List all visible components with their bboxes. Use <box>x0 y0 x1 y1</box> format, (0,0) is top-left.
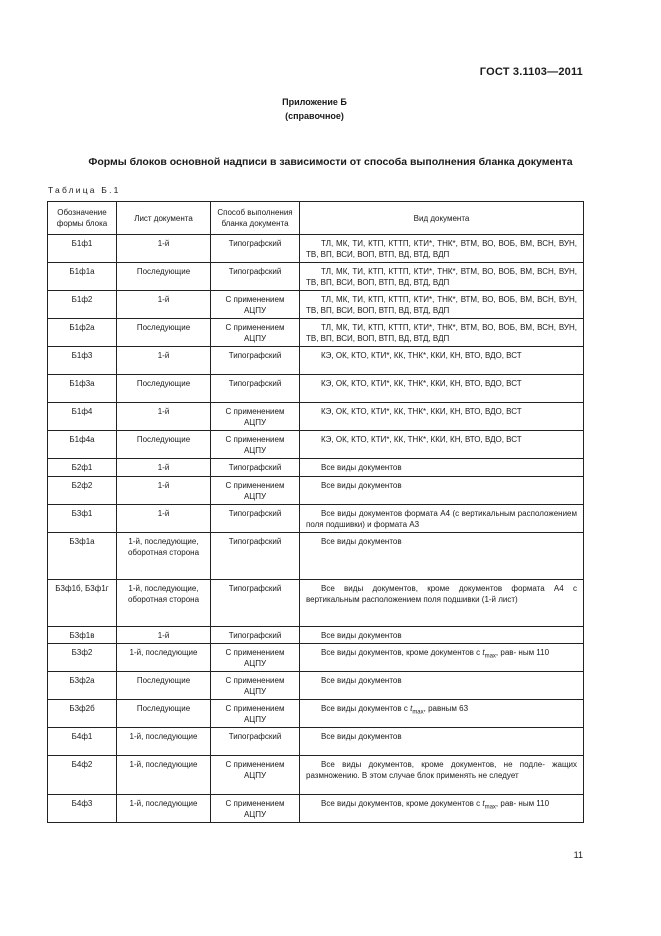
tmax-symbol <box>482 648 496 660</box>
cell-doc-type <box>300 375 584 403</box>
cell-form: Б1ф3а <box>48 375 117 403</box>
cell-doc-type <box>300 580 584 627</box>
cell-form: Б1ф4а <box>48 431 117 459</box>
col-header-sheet: Лист документа <box>117 202 211 235</box>
annex-subtitle: (справочное) <box>285 111 344 121</box>
cell-doc-type <box>300 319 584 347</box>
cell-method: Типографский <box>211 347 300 375</box>
cell-method: Типографский <box>211 235 300 263</box>
tmax-base: t <box>410 704 413 713</box>
annex-heading <box>0 95 661 123</box>
doc-type-text: Все виды документов <box>321 463 402 472</box>
tmax-base: t <box>482 648 485 657</box>
cell-sheet: 1-й, последующие <box>117 795 211 823</box>
cell-method: С применением АЦПУ <box>211 477 300 505</box>
cell-form: Б3ф2б <box>48 700 117 728</box>
table-body <box>48 235 584 823</box>
table-row <box>48 235 584 263</box>
table-row <box>48 728 584 756</box>
doc-type-text: Все виды документов с <box>321 704 411 713</box>
cell-sheet: Последующие <box>117 375 211 403</box>
cell-method: С применением АЦПУ <box>211 431 300 459</box>
table-row <box>48 477 584 505</box>
cell-doc-type <box>300 347 584 375</box>
cell-doc-type <box>300 672 584 700</box>
cell-doc-type <box>300 291 584 319</box>
doc-type-text: КЭ, ОК, КТО, КТИ*, КК, ТНК*, ККИ, КН, ВТО, ВДО, ВСТ <box>321 407 522 416</box>
table-row <box>48 459 584 477</box>
table-row <box>48 700 584 728</box>
doc-type-text: Все виды документов <box>321 481 402 490</box>
table-row <box>48 505 584 533</box>
cell-sheet: 1-й <box>117 477 211 505</box>
cell-doc-type <box>300 263 584 291</box>
doc-type-text: , рав- ным 110 <box>495 799 550 808</box>
cell-doc-type <box>300 459 584 477</box>
table-row <box>48 580 584 627</box>
cell-method: Типографский <box>211 375 300 403</box>
cell-form: Б4ф1 <box>48 728 117 756</box>
doc-type-text: Все виды документов формата А4 (с вертикальным расположением поля подшивки) и формата А3 <box>306 509 577 529</box>
cell-sheet: Последующие <box>117 700 211 728</box>
cell-sheet: 1-й, последующие <box>117 644 211 672</box>
cell-form: Б1ф3 <box>48 347 117 375</box>
tmax-sub: max <box>484 804 496 811</box>
cell-form: Б4ф2 <box>48 756 117 795</box>
cell-sheet: 1-й <box>117 505 211 533</box>
cell-sheet: 1-й <box>117 459 211 477</box>
col-header-doc-type: Вид документа <box>300 202 584 235</box>
cell-sheet: 1-й, последующие, оборотная сторона <box>117 580 211 627</box>
cell-sheet: 1-й <box>117 347 211 375</box>
table-row <box>48 263 584 291</box>
cell-form: Б3ф2 <box>48 644 117 672</box>
cell-doc-type <box>300 728 584 756</box>
cell-sheet: 1-й, последующие <box>117 756 211 795</box>
doc-type-text: ТЛ, МК, ТИ, КТП, КТТП, КТИ*, ТНК*, ВТМ, ВО, ВОБ, ВМ, ВСН, ВУН, ТВ, ВП, ВСИ, ВОП, ВТП, ВД, ВТД, ВДП <box>306 267 577 287</box>
cell-method: С применением АЦПУ <box>211 700 300 728</box>
cell-form: Б1ф2а <box>48 319 117 347</box>
cell-method: Типографский <box>211 580 300 627</box>
cell-method: Типографский <box>211 627 300 644</box>
cell-method: С применением АЦПУ <box>211 291 300 319</box>
doc-type-text: Все виды документов <box>321 537 402 546</box>
cell-method: Типографский <box>211 459 300 477</box>
cell-doc-type <box>300 795 584 823</box>
table-row <box>48 672 584 700</box>
cell-doc-type <box>300 477 584 505</box>
cell-sheet: Последующие <box>117 672 211 700</box>
table-row <box>48 319 584 347</box>
tmax-sub: max <box>484 653 496 660</box>
doc-type-text: КЭ, ОК, КТО, КТИ*, КК, ТНК*, ККИ, КН, ВТО, ВДО, ВСТ <box>321 435 522 444</box>
cell-form: Б3ф1б, Б3ф1г <box>48 580 117 627</box>
cell-sheet: 1-й <box>117 403 211 431</box>
doc-type-text: Все виды документов, кроме документов, не подле- жащих размножению. В этом случае блок применять не следует <box>306 760 577 780</box>
tmax-sub: max <box>412 709 424 716</box>
doc-type-text: Все виды документов <box>321 676 402 685</box>
cell-sheet: Последующие <box>117 319 211 347</box>
doc-type-text: , рав- ным 110 <box>495 648 550 657</box>
doc-type-text: Все виды документов, кроме документов с <box>321 648 483 657</box>
cell-method: С применением АЦПУ <box>211 644 300 672</box>
tmax-symbol <box>482 799 496 811</box>
cell-form: Б4ф3 <box>48 795 117 823</box>
cell-form: Б1ф2 <box>48 291 117 319</box>
tmax-symbol <box>410 704 424 716</box>
table-row <box>48 795 584 823</box>
cell-sheet: Последующие <box>117 431 211 459</box>
cell-doc-type <box>300 533 584 580</box>
doc-type-text: Все виды документов <box>321 732 402 741</box>
cell-form: Б3ф1а <box>48 533 117 580</box>
forms-table <box>47 201 584 823</box>
table-row <box>48 347 584 375</box>
cell-method: Типографский <box>211 505 300 533</box>
cell-form: Б2ф2 <box>48 477 117 505</box>
cell-doc-type <box>300 431 584 459</box>
cell-form: Б3ф1в <box>48 627 117 644</box>
cell-form: Б3ф2а <box>48 672 117 700</box>
cell-sheet: 1-й <box>117 291 211 319</box>
table-row <box>48 627 584 644</box>
cell-doc-type <box>300 627 584 644</box>
page-number: 11 <box>573 850 583 860</box>
table-row <box>48 291 584 319</box>
table-row <box>48 756 584 795</box>
doc-type-text: ТЛ, МК, ТИ, КТП, КТТП, КТИ*, ТНК*, ВТМ, ВО, ВОБ, ВМ, ВСН, ВУН, ТВ, ВП, ВСИ, ВОП, ВТП, ВД, ВТД, ВДП <box>306 239 577 259</box>
cell-sheet: 1-й <box>117 235 211 263</box>
table-row <box>48 533 584 580</box>
cell-form: Б1ф1а <box>48 263 117 291</box>
table-row <box>48 375 584 403</box>
standard-header: ГОСТ 3.1103—2011 <box>479 66 583 78</box>
cell-doc-type <box>300 235 584 263</box>
doc-type-text: ТЛ, МК, ТИ, КТП, КТТП, КТИ*, ТНК*, ВТМ, ВО, ВОБ, ВМ, ВСН, ВУН, ТВ, ВП, ВСИ, ВОП, ВТП, ВД, ВТД, ВДП <box>306 295 577 315</box>
doc-type-text: , равным 63 <box>423 704 469 713</box>
cell-sheet: Последующие <box>117 263 211 291</box>
cell-method: Типографский <box>211 533 300 580</box>
cell-sheet: 1-й, последующие, оборотная сторона <box>117 533 211 580</box>
doc-type-text: КЭ, ОК, КТО, КТИ*, КК, ТНК*, ККИ, КН, ВТО, ВДО, ВСТ <box>321 379 522 388</box>
cell-method: С применением АЦПУ <box>211 403 300 431</box>
col-header-method: Способ выполнения бланка документа <box>211 202 300 235</box>
cell-doc-type <box>300 403 584 431</box>
table-header-row <box>48 202 584 235</box>
col-header-form: Обозначение формы блока <box>48 202 117 235</box>
cell-method: С применением АЦПУ <box>211 672 300 700</box>
table-label: Таблица Б.1 <box>48 185 121 195</box>
doc-type-text: КЭ, ОК, КТО, КТИ*, КК, ТНК*, ККИ, КН, ВТО, ВДО, ВСТ <box>321 351 522 360</box>
doc-type-text: ТЛ, МК, ТИ, КТП, КТТП, КТИ*, ТНК*, ВТМ, ВО, ВОБ, ВМ, ВСН, ВУН, ТВ, ВП, ВСИ, ВОП, ВТП, ВД, ВТД, ВДП <box>306 323 577 343</box>
cell-doc-type <box>300 644 584 672</box>
annex-title: Приложение Б <box>282 97 347 107</box>
cell-method: С применением АЦПУ <box>211 795 300 823</box>
cell-doc-type <box>300 756 584 795</box>
doc-type-text: Все виды документов, кроме документов с <box>321 799 483 808</box>
cell-form: Б3ф1 <box>48 505 117 533</box>
cell-sheet: 1-й, последующие <box>117 728 211 756</box>
cell-method: Типографский <box>211 263 300 291</box>
cell-sheet: 1-й <box>117 627 211 644</box>
cell-form: Б1ф1 <box>48 235 117 263</box>
cell-method: Типографский <box>211 728 300 756</box>
cell-method: С применением АЦПУ <box>211 756 300 795</box>
doc-type-text: Все виды документов <box>321 631 402 640</box>
document-title: Формы блоков основной надписи в зависимости от способа выполнения бланка документа <box>88 156 573 168</box>
tmax-base: t <box>482 799 485 808</box>
cell-form: Б1ф4 <box>48 403 117 431</box>
doc-type-text: Все виды документов, кроме документов формата А4 с вертикальным расположением поля подшивки (1-й лист) <box>306 584 577 604</box>
cell-form: Б2ф1 <box>48 459 117 477</box>
cell-method: С применением АЦПУ <box>211 319 300 347</box>
cell-doc-type <box>300 505 584 533</box>
table-row <box>48 431 584 459</box>
table-row <box>48 644 584 672</box>
table-row <box>48 403 584 431</box>
cell-doc-type <box>300 700 584 728</box>
